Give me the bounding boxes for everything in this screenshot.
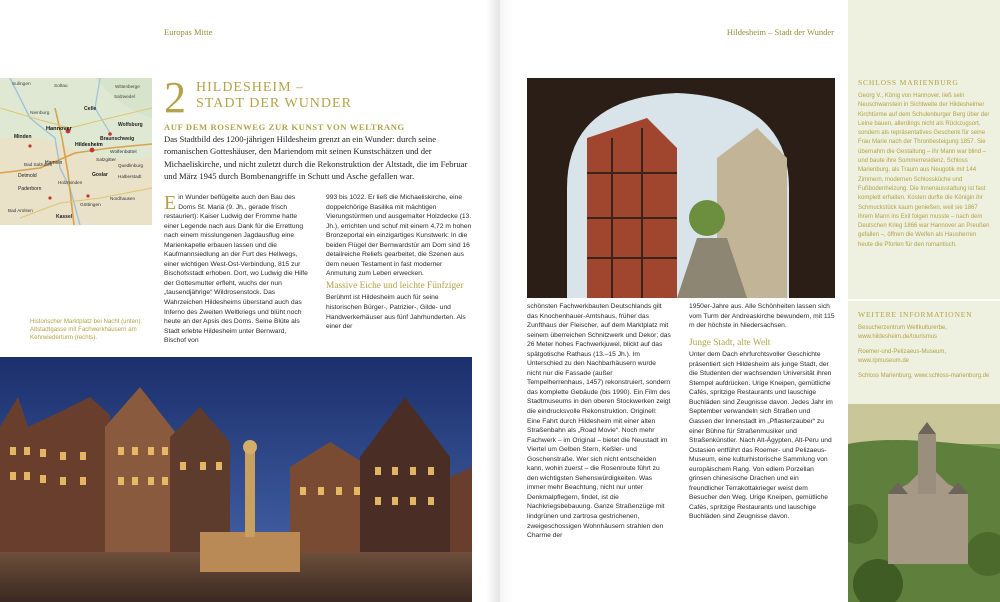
chapter-title-line2: STADT DER WUNDER — [196, 96, 352, 112]
running-head-left: Europas Mitte — [164, 27, 213, 37]
body-column-3: schönsten Fachwerkbauten Deutschlands gilt das Knochenhauer-Amtshaus, früher das Zunfthaus der Fleischer, auf dem Marktplatz mit seinem überreichen Schnitzwerk und Dekor; das 26 Meter hohes Fachwerkjuwel, blickt auf das spätgotische Rathaus (13.–15 Jh.). Im Unterschied zu den Nachbarhäusern wurde nicht nur die Fassade (außer Tempelherrenhaus, 1457) rekonstruiert, sondern das komplette Gebäude (bis 1990). Ein Film des Stadtmuseums in den oberen Stockwerken zeigt die eindrucksvolle Rekonstruktion. Originell: Eine Fahrt durch Hildesheim mit einer alten Straßenbahn als „Road Movie“. Noch mehr Fachwerk – im Original – bietet die Neustadt im Viertel um Gelben Stern, Keßler- und Goschenstraße. Wer sich nicht entscheiden kann, wohin zuerst – die Rosenroute führt zu den wichtigsten Sehenswürdigkeiten. Was immer mehr Beachtung, nicht nur unter Denkmalpflegern, findet, ist die Nachkriegsbebauung. Ganze Straßenzüge mit lindgrünen und zartrosa gestrichenen, zweigeschossigen Wohnhäusern strahlen den Charme der — [527, 303, 671, 540]
info-link-2[interactable]: Roemer-und-Pelizaeus-Museum, www.rpmuseum.de — [858, 349, 947, 365]
map-label: Salzgitter — [96, 158, 116, 163]
alley-photo — [527, 78, 835, 298]
map-label: Salzwedel — [114, 94, 135, 99]
body-column-2 — [326, 193, 472, 353]
map-label: Nordhausen — [110, 196, 136, 201]
map-label: Bad Salzuflen — [24, 162, 53, 167]
map-label: Halberstadt — [118, 174, 142, 179]
map-label: Sulingen — [12, 82, 31, 87]
col4-text1: 1950er-Jahre aus. Alle Schönheiten lassen sich vom Turm der Andreaskirche bewundern, mit 115 m der höchste in Niedersachsen. — [689, 303, 835, 330]
photo-caption: Historischer Marktplatz bei Nacht (unten). Altstadtgasse mit Fachwerkhäusern am Kehrwiederturm (rechts). — [30, 318, 143, 342]
map-label: Braunschweig — [100, 136, 135, 142]
map-label: Wolfsburg — [118, 122, 143, 128]
sidebar-text: Georg V., König von Hannover, ließ sein Neuschwanstein in Sichtweite der Hildesheimer Kirchtürme auf dem Schulenburger Berg über der Leine bauen, allerdings nicht als Rückzugsort, sondern als repräsentatives Geschenk für seine Frau Marie nach der Thronbesteigung 1857. Sie übernahm die Gestaltung – ihr Mann war blind – und baute ihre Sommerresidenz, Schloss Marienburg, als Traum aus Neugotik mit 144 Zimmern, modernen Schlossküche und Fußbodenheizung. Die Innenausstattung ist fast komplett erhalten. Kosten durfte die Königin ihr Schmuckstück kaum genießen, weil sie 1867 ihrem Mann ins Exil folgen musste – nach dem Deutschen Krieg 1866 war Hannover an Preußen gefallen –, öffnen die Welfen als Hausherren heute die Pforten für den romantisch. — [858, 93, 990, 248]
col4-heading: Junge Stadt, alte Welt — [689, 337, 771, 348]
map-label: Bad Arolsen — [8, 208, 33, 213]
map-label: Soltau — [54, 84, 68, 89]
col2-text1: 993 bis 1022. Er ließ die Michaeliskirche, eine doppelchörige Basilika mit mächtigen Vierungstürmen und ausgemalter Holzdecke (13. Jh.), errichten und schuf mit einem 4,72 m hohen Bronzeportal ein einzigartiges Kunstwerk: In die beiden Flügel der Bernwardstür am Dom sind 16 detailreiche Reliefs gearbeitet, die Szenen aus dem neuen Testament in fast moderner Anmutung zum Leben erwecken. — [326, 194, 472, 278]
running-head-right: Hildesheim – Stadt der Wunder — [726, 27, 834, 37]
map-label: Hannover — [46, 126, 72, 132]
map-label: Quedlinburg — [118, 163, 144, 168]
map-label: Wittenberge — [115, 84, 140, 89]
region-map — [0, 78, 152, 225]
info-link-1[interactable]: Besucherzentrum Weltkulturerbe, www.hildesheim.de/tourismus — [858, 325, 947, 341]
map-label: Hildesheim — [75, 142, 103, 148]
col2-text2: Berühmt ist Hildesheim auch für seine historischen Bürger-, Patrizier-, Gilde- und Handwerkerhäuser aus fünf Jahrhunderten. Als einer der — [326, 294, 466, 331]
chapter-title-line1: HILDESHEIM – — [196, 80, 305, 95]
map-label: Kassel — [56, 214, 73, 220]
market-square-photo — [0, 357, 472, 602]
castle-graphic — [848, 404, 1000, 602]
map-label: Holzminden — [58, 180, 83, 185]
col2-heading: Massive Eiche und leichte Fünfziger — [326, 280, 464, 291]
map-label: Minden — [14, 134, 32, 140]
map-label: Celle — [84, 106, 97, 112]
body-column-4 — [689, 302, 835, 564]
map-label: Göttingen — [80, 203, 101, 208]
market-square-graphic — [0, 357, 472, 602]
sidebar-divider — [848, 299, 1000, 301]
info-link-3[interactable]: Schloss Marienburg, www.schloss-marienburg.de — [858, 373, 990, 379]
sidebar-title: SCHLOSS MARIENBURG — [858, 78, 959, 87]
body-column-1 — [164, 193, 308, 353]
chapter-number: 2 — [164, 73, 186, 122]
castle-photo — [848, 404, 1000, 602]
chapter-lead: Das Stadtbild des 1200-jährigen Hildesheim grenzt an ein Wunder: durch seine romanischen Gotteshäuser, den Mariendom mit seinen Kunstschätzen und der Michaeliskirche, und nicht zuletzt durch die Rekonstruktion der Altstadt, die im Februar und März 1945 durch Bombenangriffe in Schutt und Asche gefallen war. — [164, 134, 468, 182]
sidebar-box — [848, 0, 1000, 602]
chapter-subhead: AUF DEM ROSENWEG ZUR KUNST VON WELTRANG — [164, 122, 405, 132]
map-label: Wolfenbüttel — [110, 150, 137, 155]
chapter-title — [196, 80, 352, 112]
dropcap: E — [164, 193, 177, 214]
col4-text2: Unter dem Dach ehrfurchtsvoller Geschichte präsentiert sich Hildesheim als junge Stadt, der die Studenten der wachsenden Universität ihren Stempel aufdrücken. Urige Kneipen, gemütliche Cafés, spritzige Restaurants und lauschige Buchläden sind Zeugnisse davon. Jedes Jahr im September verwandeln sich Straßen und Gassen der Innenstadt im „Pflasterzauber“ zu einer Bühne für Straßenmusiker und Straßenkünstler. Nach Alt-Ägypten, Alt-Peru und Ostasien entführt das Roemer- und Pelizaeus-Museum, eine kulturhistorische Sammlung von europäischem Rang. Von edlem Porzellan grinsen chinesische Drachen und ein freundlicher Terrakottakrieger weist dem Besucher den Weg. Urige Kneipen, gemütliche Cafés, spritzige Restaurants und lauschige Buchläden sind Zeugnisse davon. — [689, 351, 833, 521]
page-gutter — [486, 0, 514, 602]
map-label: Hameln — [45, 160, 63, 166]
alley-graphic — [527, 78, 835, 298]
map-label: Nienburg — [30, 111, 50, 116]
map-label: Detmold — [18, 173, 37, 179]
col1-text: in Wunder beflügelte auch den Bau des Doms St. Mariä (9. Jh., gerade frisch restauriert): Kaiser Ludwig der Fromme hatte einer Legende nach aus Dank für die Errettung nach einem misslungenen Jagdausflug eine Marienkapelle erbauen lassen und die Kaufmannsiedlung an der Furt des Hellwegs, einer wichtigen West-Ost-Verbindung, 815 zur Bischofsstadt erhoben. Dort, wo Ludwig die Hilfe der Gottesmutter erfleht, wuchs der nun „tausendjährige“ Wildrosenstock. Das Wahrzeichen Hildesheims überstand auch das Inferno des Zweiten Weltkriegs und blüht noch heute an der Apsis des Doms. Seine Blüte als Stadt erlebte Hildesheim unter Bernward, Bischof von — [164, 194, 308, 345]
map-label: Paderborn — [18, 186, 42, 192]
info-title: WEITERE INFORMATIONEN — [858, 310, 973, 319]
map-label: Goslar — [92, 172, 108, 178]
